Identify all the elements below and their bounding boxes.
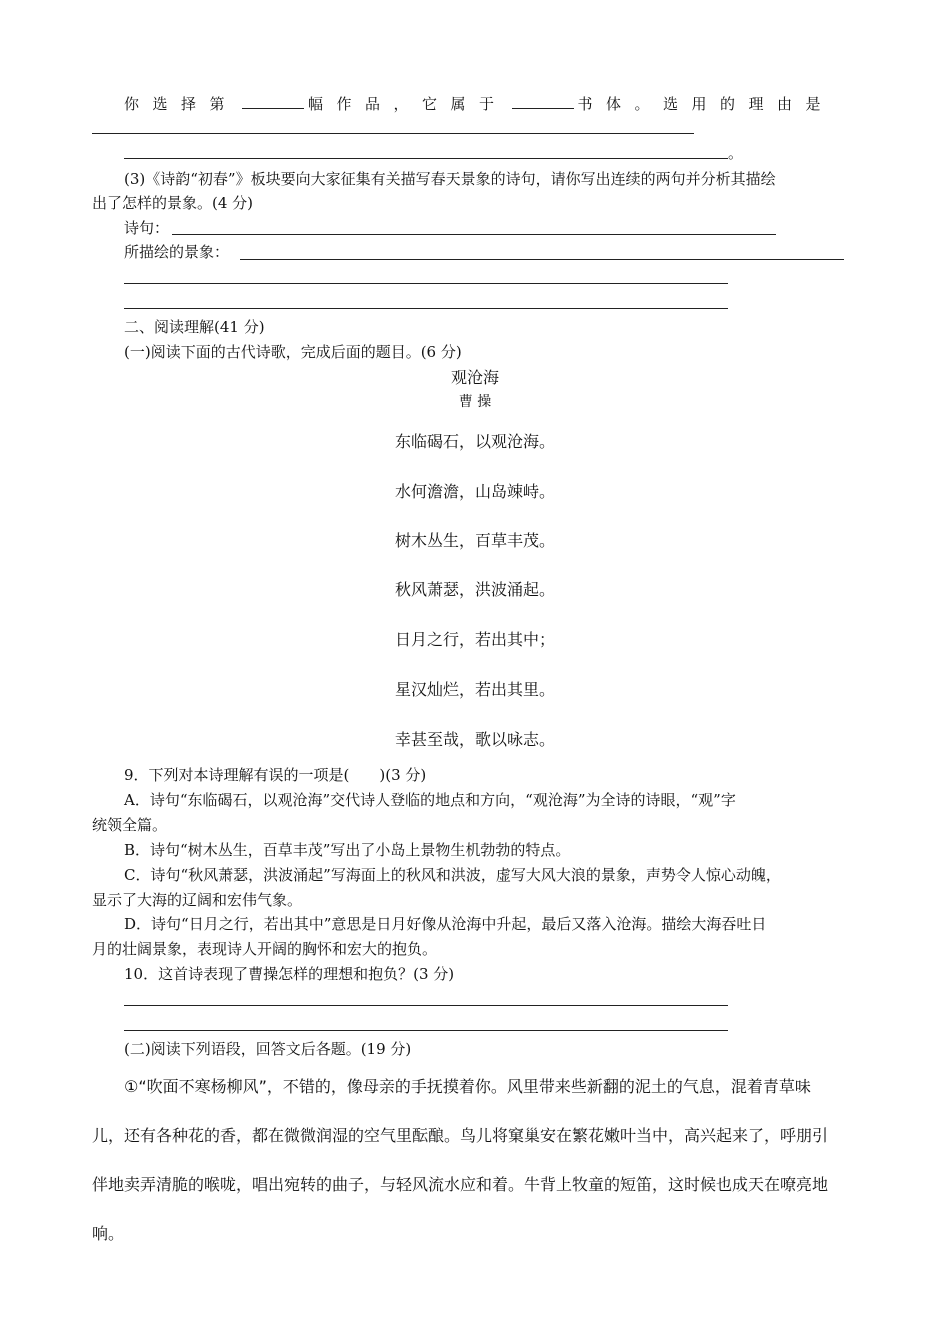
reason-answer-line-1[interactable] bbox=[92, 133, 694, 134]
passage-line: 伴地卖弄清脆的喉咙，唱出宛转的曲子，与轻风流水应和着。牛背上牧童的短笛，这时候也成天在嘹亮地 bbox=[92, 1175, 829, 1194]
scene-answer-line-3[interactable] bbox=[124, 308, 728, 309]
poem-line: 日月之行，若出其中； bbox=[394, 630, 555, 649]
poem-line: 星汉灿烂，若出其里。 bbox=[394, 680, 555, 699]
poem-line: 水何澹澹，山岛竦峙。 bbox=[394, 482, 555, 501]
artwork-number-blank[interactable] bbox=[242, 96, 304, 109]
scene-answer-line-2[interactable] bbox=[124, 283, 728, 284]
choice-text-3: 书体。选用的理由是 bbox=[577, 95, 835, 113]
verse-answer-line[interactable] bbox=[172, 234, 776, 235]
q8-3-line-1: (3)《诗韵“初春”》板块要向大家征集有关描写春天景象的诗句，请你写出连续的两句并分析其描绘 bbox=[124, 170, 776, 188]
scene-label: 所描绘的景象： bbox=[124, 243, 230, 261]
section-2-title: 二、阅读理解(41 分) bbox=[124, 318, 265, 336]
poem-line: 幸甚至哉，歌以咏志。 bbox=[394, 730, 555, 749]
scene-answer-line-1[interactable] bbox=[240, 259, 844, 260]
q9-option-b[interactable]: B．诗句“树木丛生，百草丰茂”写出了小岛上景物生机勃勃的特点。 bbox=[124, 841, 571, 859]
poem-line: 树木丛生，百草丰茂。 bbox=[394, 531, 555, 550]
q8-3-line-2: 出了怎样的景象。(4 分) bbox=[92, 194, 254, 212]
choice-text-1: 你选择第 bbox=[124, 95, 239, 113]
q9-option-d-line-1[interactable]: D．诗句“日月之行，若出其中”意思是日月好像从沧海中升起，最后又落入沧海。描绘大海吞吐日 bbox=[124, 915, 767, 933]
reason-answer-line-2[interactable] bbox=[124, 158, 728, 159]
q10-answer-line-1[interactable] bbox=[124, 1005, 728, 1006]
passage-line: ①“吹面不寒杨柳风”，不错的，像母亲的手抚摸着你。风里带来些新翻的泥土的气息，混着青草味 bbox=[124, 1077, 811, 1096]
poem-author: 曹 操 bbox=[458, 394, 492, 410]
passage-line: 响。 bbox=[92, 1224, 125, 1243]
q9-stem: 9．下列对本诗理解有误的一项是( )(3 分) bbox=[124, 766, 427, 784]
q9-option-a-line-1[interactable]: A．诗句“东临碣石，以观沧海”交代诗人登临的地点和方向，“观沧海”为全诗的诗眼，“观”字 bbox=[124, 791, 736, 809]
q9-option-d-line-2: 月的壮阔景象，表现诗人开阔的胸怀和宏大的抱负。 bbox=[92, 940, 438, 958]
q10-answer-line-2[interactable] bbox=[124, 1030, 728, 1031]
q9-option-c-line-2: 显示了大海的辽阔和宏伟气象。 bbox=[92, 891, 303, 909]
poem-line: 东临碣石，以观沧海。 bbox=[394, 432, 555, 451]
choice-line bbox=[124, 96, 834, 112]
poem-title: 观沧海 bbox=[450, 368, 499, 387]
q9-option-a-line-2: 统领全篇。 bbox=[92, 816, 168, 834]
poem-line: 秋风萧瑟，洪波涌起。 bbox=[394, 580, 555, 599]
reason-period: 。 bbox=[728, 144, 744, 162]
part-1-intro: (一)阅读下面的古代诗歌，完成后面的题目。(6 分) bbox=[124, 343, 462, 361]
script-style-blank[interactable] bbox=[512, 96, 574, 109]
part-2-intro: (二)阅读下列语段，回答文后各题。(19 分) bbox=[124, 1040, 412, 1058]
q9-option-c-line-1[interactable]: C．诗句“秋风萧瑟，洪波涌起”写海面上的秋风和洪波，虚写大风大浪的景象，声势令人惊心动魄， bbox=[124, 866, 781, 884]
verse-label: 诗句： bbox=[124, 219, 170, 237]
choice-text-2: 幅作品，它属于 bbox=[308, 95, 508, 113]
q10-stem: 10．这首诗表现了曹操怎样的理想和抱负？(3 分) bbox=[124, 965, 455, 983]
passage-line: 儿，还有各种花的香，都在微微润湿的空气里酝酿。鸟儿将窠巢安在繁花嫩叶当中，高兴起来了，呼朋引 bbox=[92, 1126, 829, 1145]
